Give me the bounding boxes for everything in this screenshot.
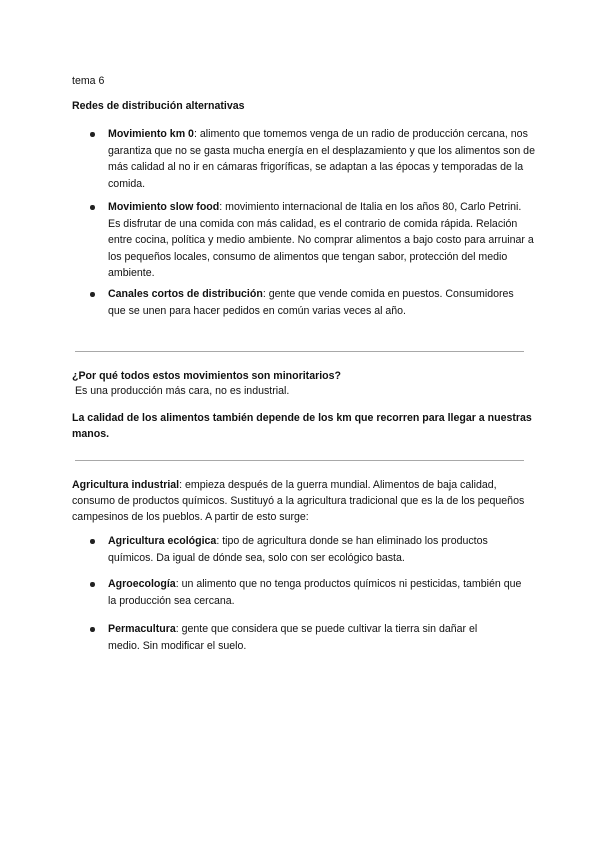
horizontal-divider [75, 351, 524, 352]
horizontal-divider [75, 460, 524, 461]
item-text: : gente que vende comida en puestos. Consumidores que se unen para hacer pedidos en común varias veces al año. [108, 288, 514, 317]
list-item [90, 621, 505, 654]
item-term: Movimiento km 0 [108, 128, 194, 140]
question-answer: Es una producción más cara, no es industrial. [72, 385, 290, 397]
topic-label: tema 6 [72, 75, 105, 87]
item-text: : gente que considera que se puede cultivar la tierra sin dañar el medio. Sin modificar el suelo. [108, 623, 478, 652]
bullet-icon [90, 627, 95, 632]
movements-list [90, 286, 520, 319]
item-term: Movimiento slow food [108, 201, 220, 213]
list-item [90, 199, 535, 282]
list-item [90, 576, 525, 609]
industrial-term: Agricultura industrial [72, 479, 180, 491]
item-term: Agroecología [108, 578, 176, 590]
movements-list [90, 126, 535, 192]
industrial-paragraph [72, 477, 532, 525]
bullet-icon [90, 132, 95, 137]
item-term: Agricultura ecológica [108, 535, 217, 547]
list-item [90, 533, 525, 566]
item-text: : tipo de agricultura donde se han eliminado los productos químicos. Da igual de dónde sea, solo con ser ecológico basta. [108, 535, 488, 564]
question-title: ¿Por qué todos estos movimientos son minoritarios? [72, 370, 341, 382]
alternatives-list [90, 621, 505, 654]
item-text: : un alimento que no tenga productos químicos ni pesticidas, también que la producción sea cercana. [108, 578, 522, 607]
alternatives-list [90, 533, 525, 566]
list-item [90, 126, 535, 192]
bullet-icon [90, 292, 95, 297]
bullet-icon [90, 539, 95, 544]
bullet-icon [90, 582, 95, 587]
industrial-text: : empieza después de la guerra mundial. Alimentos de baja calidad, consumo de productos químicos. Sustituyó a la agricultura tradicional que es la de los pequeños campesinos de los pueblos. A partir de esto surge: [72, 479, 525, 523]
section-title: Redes de distribución alternativas [72, 100, 245, 112]
item-term: Canales cortos de distribución [108, 288, 263, 300]
bullet-icon [90, 205, 95, 210]
statement: La calidad de los alimentos también depende de los km que recorren para llegar a nuestras manos. [72, 412, 532, 440]
item-text: : alimento que tomemos venga de un radio de producción cercana, nos garantiza que no se gasta mucha energía en el desplazamiento y que los alimentos son de más calidad al no ir en cámaras frigoríficas, se adaptan a las épocas y temporadas de la comida. [108, 128, 535, 190]
alternatives-list [90, 576, 525, 609]
list-item [90, 286, 520, 319]
item-term: Permacultura [108, 623, 176, 635]
item-text: : movimiento internacional de Italia en los años 80, Carlo Petrini. Es disfrutar de una comida con más calidad, es el contrario de comida rápida. Relación entre cocina, política y medio ambiente. No comprar alimentos a bajo costo para arruinar a los pequeños locales, consumo de alimentos que tengan sabor, protección del medio ambiente. [108, 201, 534, 279]
movements-list [90, 199, 535, 282]
